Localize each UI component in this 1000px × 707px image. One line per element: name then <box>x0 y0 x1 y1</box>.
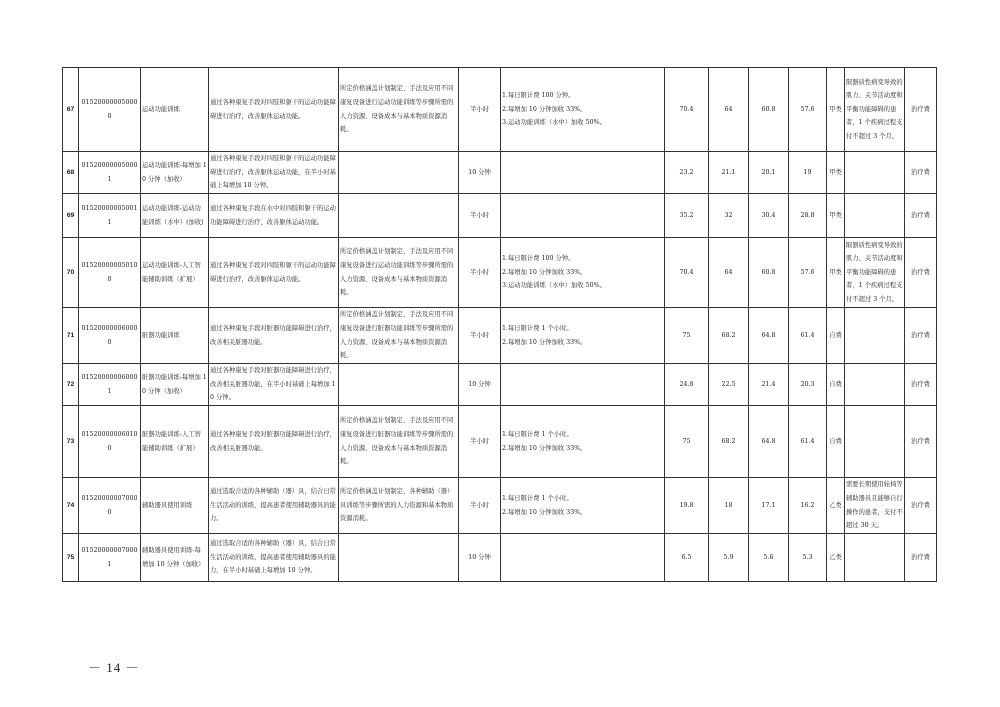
project-content: 通过选取合适的各种辅助（器）具，结合日常生活活动的训练，提高患者使用辅助器具的能力，在半小时基础上每增加 10 分钟。 <box>209 534 339 582</box>
price-basis <box>339 152 459 194</box>
project-code: 015200000060001 <box>79 364 141 406</box>
payment-limit <box>845 308 905 364</box>
remark: 1.每日限计费 100 分钟。 2.每增加 10 分钟加收 33%。 3.运动功能训练（水中）加收 50%。 <box>501 68 665 152</box>
project-name: 辅助器具使用训练 <box>141 478 209 534</box>
project-content: 通过各种康复手段在水中对四肢和躯干的运动功能障碍进行治疗，改善躯体运动功能。 <box>209 194 339 238</box>
price-level-3: 21.4 <box>749 364 789 406</box>
price-level-2: 68.2 <box>709 406 749 478</box>
price-level-2: 68.2 <box>709 308 749 364</box>
fee-category: 治疗费 <box>905 238 937 308</box>
price-level-4: 20.3 <box>789 364 827 406</box>
price-basis: 所定价格涵盖计划制定、各种辅助（器）具训练等步骤所需的人力资源和基本物质资源消耗。 <box>339 478 459 534</box>
pricing-unit: 半小时 <box>459 308 501 364</box>
pricing-unit: 半小时 <box>459 478 501 534</box>
table-row <box>63 194 937 238</box>
price-level-3: 30.4 <box>749 194 789 238</box>
price-table <box>62 67 937 582</box>
payment-limit: 需要长期使用轮椅等辅助器具且能够自行操作的患者，支付不超过 30 天。 <box>845 478 905 534</box>
row-number: 73 <box>63 406 79 478</box>
fee-category: 治疗费 <box>905 534 937 582</box>
pricing-unit: 半小时 <box>459 238 501 308</box>
project-name: 辅助器具使用训练-每增加 10 分钟（加收） <box>141 534 209 582</box>
insurance-class: 甲类 <box>827 152 845 194</box>
insurance-class: 乙类 <box>827 534 845 582</box>
table-row <box>63 406 937 478</box>
price-level-4: 61.4 <box>789 308 827 364</box>
pricing-unit: 半小时 <box>459 68 501 152</box>
project-code: 015200000050000 <box>79 68 141 152</box>
price-level-2: 5.9 <box>709 534 749 582</box>
remark <box>501 152 665 194</box>
table-body <box>63 68 937 582</box>
insurance-class: 自费 <box>827 406 845 478</box>
remark: 1.每日限计费 1 个小时。 2.每增加 10 分钟加收 33%。 <box>501 308 665 364</box>
table-row <box>63 534 937 582</box>
project-code: 015200000060000 <box>79 308 141 364</box>
price-level-3: 64.8 <box>749 308 789 364</box>
pricing-unit: 10 分钟 <box>459 534 501 582</box>
pricing-unit: 10 分钟 <box>459 152 501 194</box>
project-name: 运动功能训练-人工智能辅助训练（扩展） <box>141 238 209 308</box>
remark <box>501 364 665 406</box>
project-code: 015200000060100 <box>79 406 141 478</box>
price-level-3: 5.6 <box>749 534 789 582</box>
price-level-1: 23.2 <box>665 152 709 194</box>
price-level-2: 18 <box>709 478 749 534</box>
insurance-class: 甲类 <box>827 194 845 238</box>
row-number: 75 <box>63 534 79 582</box>
price-level-2: 22.5 <box>709 364 749 406</box>
project-name: 脏器功能训练-人工智能辅助训练（扩展） <box>141 406 209 478</box>
remark <box>501 194 665 238</box>
price-level-4: 61.4 <box>789 406 827 478</box>
price-level-3: 60.8 <box>749 68 789 152</box>
remark: 1.每日限计费 100 分钟。 2.每增加 10 分钟加收 33%。 3.运动功能训练（水中）加收 50%。 <box>501 238 665 308</box>
fee-category: 治疗费 <box>905 406 937 478</box>
insurance-class: 自费 <box>827 308 845 364</box>
price-level-3: 64.8 <box>749 406 789 478</box>
project-content: 通过选取合适的各种辅助（器）具，结合日常生活活动的训练，提高患者使用辅助器具的能力。 <box>209 478 339 534</box>
table-row <box>63 478 937 534</box>
pricing-unit: 半小时 <box>459 406 501 478</box>
price-level-4: 19 <box>789 152 827 194</box>
project-code: 015200000050100 <box>79 238 141 308</box>
price-level-4: 16.2 <box>789 478 827 534</box>
row-number: 72 <box>63 364 79 406</box>
price-level-4: 57.6 <box>789 68 827 152</box>
price-basis: 所定价格涵盖计划制定、手法及应用不同康复设备进行运动功能训练等步骤所需的人力资源、设备成本与基本物质资源消耗。 <box>339 68 459 152</box>
price-level-3: 20.1 <box>749 152 789 194</box>
project-code: 015200000050001 <box>79 152 141 194</box>
project-content: 通过各种康复手段对四肢和躯干的运动功能障碍进行治疗，改善躯体运动功能。 <box>209 238 339 308</box>
payment-limit <box>845 194 905 238</box>
price-level-2: 64 <box>709 68 749 152</box>
price-level-1: 70.4 <box>665 238 709 308</box>
row-number: 74 <box>63 478 79 534</box>
payment-limit <box>845 534 905 582</box>
project-content: 通过各种康复手段对四肢和躯干的运动功能障碍进行治疗，改善躯体运动功能，在半小时基础上每增加 10 分钟。 <box>209 152 339 194</box>
page-number: － 14 － <box>88 660 140 675</box>
project-name: 运动功能训练-每增加 10 分钟（加收） <box>141 152 209 194</box>
payment-limit <box>845 364 905 406</box>
payment-limit <box>845 152 905 194</box>
fee-category: 治疗费 <box>905 364 937 406</box>
row-number: 71 <box>63 308 79 364</box>
price-basis: 所定价格涵盖计划制定、手法及应用不同康复设备进行脏器功能训练等步骤所需的人力资源、设备成本与基本物质资源消耗。 <box>339 308 459 364</box>
price-level-4: 57.6 <box>789 238 827 308</box>
price-level-1: 24.8 <box>665 364 709 406</box>
project-code: 015200000070001 <box>79 534 141 582</box>
price-level-2: 64 <box>709 238 749 308</box>
remark <box>501 534 665 582</box>
fee-category: 治疗费 <box>905 152 937 194</box>
price-level-1: 70.4 <box>665 68 709 152</box>
price-level-1: 75 <box>665 406 709 478</box>
project-content: 通过各种康复手段对四肢和躯干的运动功能障碍进行治疗，改善躯体运动功能。 <box>209 68 339 152</box>
fee-category: 治疗费 <box>905 194 937 238</box>
row-number: 69 <box>63 194 79 238</box>
fee-category: 治疗费 <box>905 68 937 152</box>
insurance-class: 甲类 <box>827 238 845 308</box>
price-basis <box>339 194 459 238</box>
price-basis: 所定价格涵盖计划制定、手法及应用不同康复设备进行脏器功能训练等步骤所需的人力资源、设备成本与基本物质资源消耗。 <box>339 406 459 478</box>
project-name: 运动功能训练 <box>141 68 209 152</box>
fee-category: 治疗费 <box>905 478 937 534</box>
row-number: 68 <box>63 152 79 194</box>
project-code: 015200000050011 <box>79 194 141 238</box>
price-level-4: 5.3 <box>789 534 827 582</box>
price-level-3: 60.8 <box>749 238 789 308</box>
insurance-class: 甲类 <box>827 68 845 152</box>
project-code: 015200000070000 <box>79 478 141 534</box>
project-name: 脏器功能训练-每增加 10 分钟（加收） <box>141 364 209 406</box>
table-row <box>63 68 937 152</box>
project-name: 脏器功能训练 <box>141 308 209 364</box>
insurance-class: 乙类 <box>827 478 845 534</box>
remark: 1.每日限计费 1 个小时。 2.每增加 10 分钟加收 33%。 <box>501 406 665 478</box>
price-level-4: 28.8 <box>789 194 827 238</box>
price-basis <box>339 534 459 582</box>
payment-limit <box>845 406 905 478</box>
project-name: 运动功能训练-运动功能训练（水中）(加收) <box>141 194 209 238</box>
payment-limit: 限器质性病变导致的肌力、关节活动度和平衡功能障碍的患者，1 个疾病过程支付不超过 3 个月。 <box>845 68 905 152</box>
table-row <box>63 238 937 308</box>
project-content: 通过各种康复手段对脏器功能障碍进行治疗，改善相关脏器功能，在半小时基础上每增加 10 分钟。 <box>209 364 339 406</box>
price-basis: 所定价格涵盖计划制定、手法及应用不同康复设备进行运动功能训练等步骤所需的人力资源、设备成本与基本物质资源消耗。 <box>339 238 459 308</box>
insurance-class: 自费 <box>827 364 845 406</box>
remark: 1.每日限计费 1 个小时。 2.每增加 10 分钟加收 33%。 <box>501 478 665 534</box>
project-content: 通过各种康复手段对脏器功能障碍进行治疗，改善相关脏器功能。 <box>209 406 339 478</box>
price-level-1: 75 <box>665 308 709 364</box>
row-number: 70 <box>63 238 79 308</box>
price-basis <box>339 364 459 406</box>
fee-category: 治疗费 <box>905 308 937 364</box>
table-row <box>63 364 937 406</box>
price-level-2: 21.1 <box>709 152 749 194</box>
table-row <box>63 308 937 364</box>
table-row <box>63 152 937 194</box>
payment-limit: 限器质性病变导致的肌力、关节活动度和平衡功能障碍的患者，1 个疾病过程支付不超过 3 个月。 <box>845 238 905 308</box>
price-level-1: 19.8 <box>665 478 709 534</box>
pricing-unit: 半小时 <box>459 194 501 238</box>
price-level-3: 17.1 <box>749 478 789 534</box>
price-level-1: 35.2 <box>665 194 709 238</box>
row-number: 67 <box>63 68 79 152</box>
price-level-1: 6.5 <box>665 534 709 582</box>
project-content: 通过各种康复手段对脏器功能障碍进行治疗，改善相关脏器功能。 <box>209 308 339 364</box>
pricing-unit: 10 分钟 <box>459 364 501 406</box>
price-level-2: 32 <box>709 194 749 238</box>
